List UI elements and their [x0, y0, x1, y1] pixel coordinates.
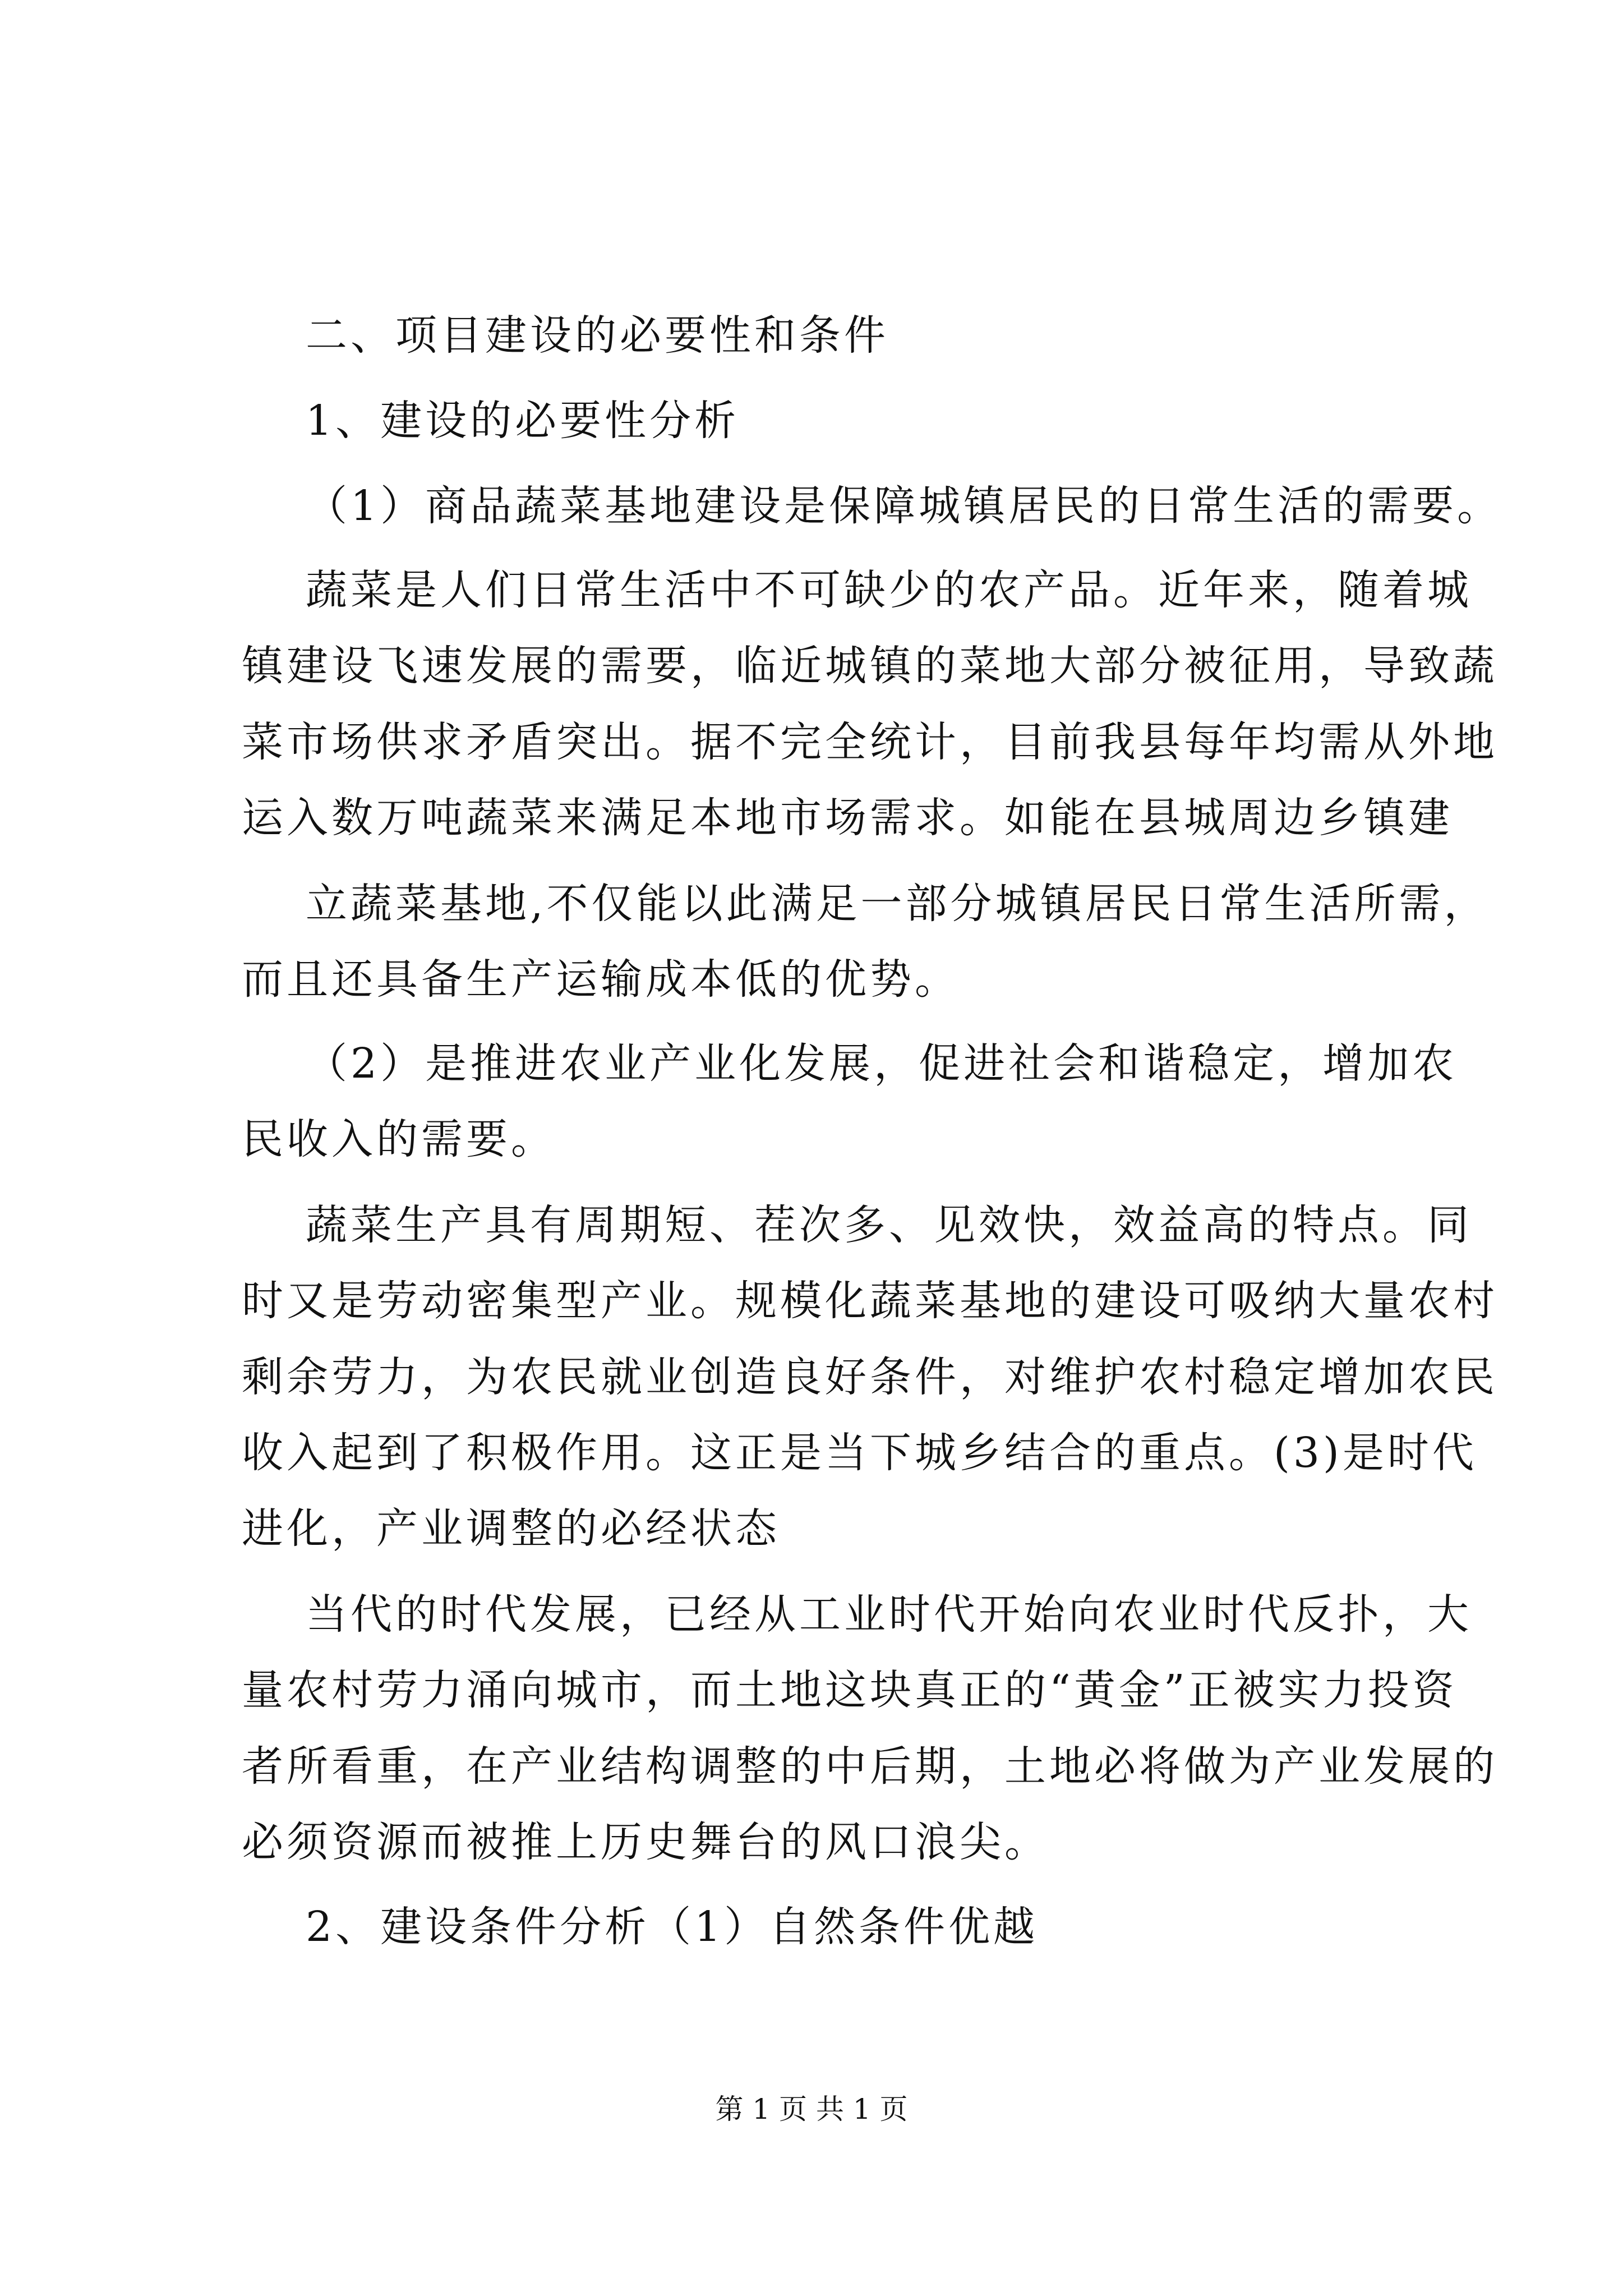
section-heading: 二、项目建设的必要性和条件 [306, 311, 889, 360]
paragraph-line: 剩余劳力，为农民就业创造良好条件，对维护农村稳定增加农民 [242, 1353, 1498, 1401]
paragraph-line: 进化，产业调整的必经状态 [242, 1504, 780, 1553]
paragraph-line: 当代的时代发展，已经从工业时代开始向农业时代反扑，大 [306, 1590, 1472, 1639]
paragraph-line: 量农村劳力涌向城市，而土地这块真正的“黄金”正被实力投资 [242, 1666, 1458, 1714]
paragraph-heading: （2）是推进农业产业化发展，促进社会和谐稳定，增加农 [306, 1039, 1458, 1088]
paragraph-line: 菜市场供求矛盾突出。据不完全统计，目前我县每年均需从外地 [242, 718, 1498, 766]
paragraph-line: 立蔬菜基地,不仅能以此满足一部分城镇居民日常生活所需， [306, 880, 1489, 928]
paragraph-line: 蔬菜是人们日常生活中不可缺少的农产品。近年来，随着城 [306, 566, 1472, 614]
paragraph-line: 民收入的需要。 [242, 1115, 556, 1163]
paragraph-line: 镇建设飞速发展的需要，临近城镇的菜地大部分被征用，导致蔬 [242, 642, 1498, 690]
subsection-heading: 1、建设的必要性分析 [306, 397, 740, 445]
paragraph-line: 时又是劳动密集型产业。规模化蔬菜基地的建设可吸纳大量农村 [242, 1277, 1498, 1325]
page-number-footer: 第 1 页 共 1 页 [715, 2093, 908, 2125]
paragraph-line: 收入起到了积极作用。这正是当下城乡结合的重点。(3)是时代 [242, 1429, 1477, 1477]
paragraph-line: 蔬菜生产具有周期短、茬次多、见效快，效益高的特点。同 [306, 1201, 1472, 1249]
paragraph-line: 者所看重，在产业结构调整的中后期，土地必将做为产业发展的 [242, 1742, 1498, 1791]
paragraph-heading: （1）商品蔬菜基地建设是保障城镇居民的日常生活的需要。 [306, 482, 1502, 530]
paragraph-line: 运入数万吨蔬菜来满足本地市场需求。如能在县城周边乡镇建 [242, 794, 1453, 842]
paragraph-line: 必须资源而被推上历史舞台的风口浪尖。 [242, 1818, 1049, 1866]
paragraph-line: 而且还具备生产运输成本低的优势。 [242, 955, 960, 1004]
subsection-heading: 2、建设条件分析（1）自然条件优越 [306, 1903, 1039, 1951]
